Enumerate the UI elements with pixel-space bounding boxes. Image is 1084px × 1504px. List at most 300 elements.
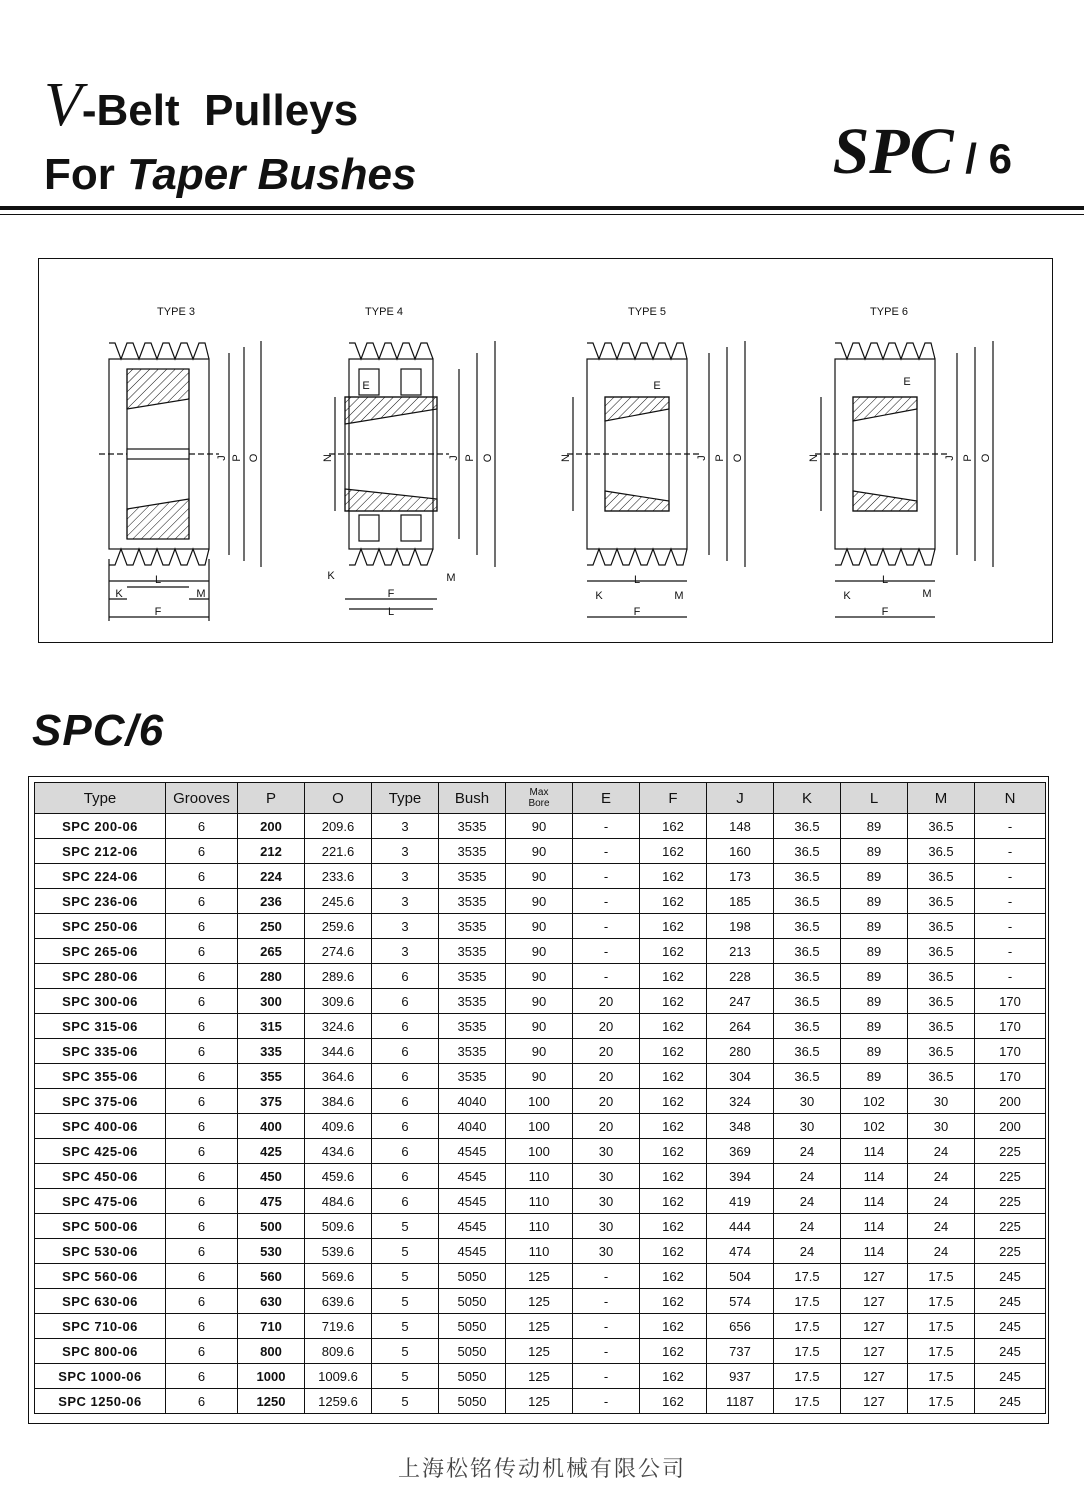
table-cell: 3	[372, 914, 439, 939]
table-cell: 24	[908, 1164, 975, 1189]
table-cell: 125	[506, 1389, 573, 1414]
table-cell: 6	[166, 1214, 238, 1239]
table-cell: SPC 1250-06	[35, 1389, 166, 1414]
table-cell: 114	[841, 1164, 908, 1189]
table-cell: 17.5	[908, 1264, 975, 1289]
svg-text:L: L	[387, 606, 395, 618]
svg-text:J: J	[448, 455, 460, 461]
table-cell: 474	[707, 1239, 774, 1264]
table-cell: 245	[975, 1389, 1046, 1414]
column-header: L	[841, 783, 908, 814]
table-cell: 89	[841, 864, 908, 889]
table-cell: -	[573, 864, 640, 889]
column-header: O	[305, 783, 372, 814]
table-row	[35, 914, 1046, 939]
table-cell: 5050	[439, 1364, 506, 1389]
table-cell: 509.6	[305, 1214, 372, 1239]
table-cell: SPC 315-06	[35, 1014, 166, 1039]
table-cell: 6	[166, 964, 238, 989]
table-cell: 162	[640, 964, 707, 989]
table-cell: 3	[372, 864, 439, 889]
table-cell: SPC 450-06	[35, 1164, 166, 1189]
table-row	[35, 1164, 1046, 1189]
table-cell: 4040	[439, 1089, 506, 1114]
table-cell: 36.5	[774, 964, 841, 989]
table-cell: SPC 265-06	[35, 939, 166, 964]
svg-text:F: F	[881, 606, 889, 618]
table-cell: 4040	[439, 1114, 506, 1139]
svg-text:K: K	[595, 590, 603, 602]
table-cell: -	[975, 889, 1046, 914]
table-cell: 1250	[238, 1389, 305, 1414]
table-cell: 36.5	[908, 989, 975, 1014]
table-cell: -	[573, 1339, 640, 1364]
table-cell: 36.5	[774, 814, 841, 839]
table-cell: 3535	[439, 889, 506, 914]
table-cell: -	[573, 1314, 640, 1339]
table-row	[35, 989, 1046, 1014]
table-cell: 245	[975, 1339, 1046, 1364]
table-cell: 20	[573, 1089, 640, 1114]
table-cell: 24	[908, 1239, 975, 1264]
table-cell: 100	[506, 1114, 573, 1139]
svg-text:N: N	[808, 454, 820, 462]
table-cell: 3535	[439, 914, 506, 939]
table-cell: 185	[707, 889, 774, 914]
table-cell: 213	[707, 939, 774, 964]
table-header-row	[35, 783, 1046, 814]
table-row	[35, 864, 1046, 889]
table-cell: 170	[975, 1014, 1046, 1039]
table-cell: 221.6	[305, 839, 372, 864]
table-cell: 384.6	[305, 1089, 372, 1114]
table-cell: 364.6	[305, 1064, 372, 1089]
column-header: Max Bore	[506, 783, 573, 814]
svg-text:K: K	[327, 570, 335, 582]
type-3-drawing	[99, 306, 261, 621]
svg-text:N: N	[322, 454, 334, 462]
table-cell: 24	[908, 1139, 975, 1164]
table-cell: 344.6	[305, 1039, 372, 1064]
table-cell: 4545	[439, 1189, 506, 1214]
table-cell: 245	[975, 1264, 1046, 1289]
table-cell: 90	[506, 914, 573, 939]
table-cell: 162	[640, 864, 707, 889]
table-cell: 280	[707, 1039, 774, 1064]
table-cell: SPC 630-06	[35, 1289, 166, 1314]
table-cell: 224	[238, 864, 305, 889]
table-cell: 114	[841, 1139, 908, 1164]
svg-text:O: O	[248, 453, 260, 463]
table-cell: 20	[573, 1064, 640, 1089]
table-row	[35, 839, 1046, 864]
table-cell: 400	[238, 1114, 305, 1139]
table-cell: 162	[640, 989, 707, 1014]
table-cell: 225	[975, 1239, 1046, 1264]
table-cell: 36.5	[774, 889, 841, 914]
table-cell: 6	[372, 1164, 439, 1189]
table-cell: 20	[573, 989, 640, 1014]
table-cell: 6	[166, 1064, 238, 1089]
table-cell: 127	[841, 1289, 908, 1314]
table-cell: 24	[774, 1214, 841, 1239]
table-cell: -	[573, 814, 640, 839]
table-cell: SPC 500-06	[35, 1214, 166, 1239]
column-header: Type	[372, 783, 439, 814]
table-cell: 148	[707, 814, 774, 839]
table-cell: 125	[506, 1339, 573, 1364]
table-cell: 264	[707, 1014, 774, 1039]
table-cell: 259.6	[305, 914, 372, 939]
table-cell: 5	[372, 1289, 439, 1314]
table-cell: 162	[640, 939, 707, 964]
header-rule-thin	[0, 214, 1084, 215]
table-cell: 36.5	[908, 1014, 975, 1039]
table-cell: 630	[238, 1289, 305, 1314]
table-cell: 173	[707, 864, 774, 889]
table-cell: 409.6	[305, 1114, 372, 1139]
table-cell: 6	[166, 889, 238, 914]
table-cell: 247	[707, 989, 774, 1014]
type-5-drawing	[560, 306, 745, 618]
table-cell: 6	[166, 1164, 238, 1189]
table-cell: 162	[640, 1339, 707, 1364]
table-cell: 200	[975, 1114, 1046, 1139]
table-cell: 3535	[439, 964, 506, 989]
table-cell: 100	[506, 1089, 573, 1114]
table-cell: -	[573, 939, 640, 964]
table-cell: 30	[908, 1114, 975, 1139]
table-cell: 6	[372, 1039, 439, 1064]
table-cell: 36.5	[908, 1039, 975, 1064]
table-cell: 162	[640, 1064, 707, 1089]
table-cell: 17.5	[908, 1314, 975, 1339]
svg-text:P: P	[231, 454, 243, 462]
table-cell: 36.5	[774, 1014, 841, 1039]
table-cell: 6	[166, 1289, 238, 1314]
type-4-drawing	[322, 306, 495, 618]
table-cell: SPC 280-06	[35, 964, 166, 989]
table-row	[35, 1314, 1046, 1339]
svg-text:L: L	[881, 574, 889, 586]
table-cell: 17.5	[774, 1364, 841, 1389]
table-cell: 125	[506, 1289, 573, 1314]
table-cell: 162	[640, 1014, 707, 1039]
table-cell: 36.5	[774, 914, 841, 939]
table-cell: 5050	[439, 1289, 506, 1314]
table-cell: 170	[975, 989, 1046, 1014]
table-cell: 36.5	[908, 964, 975, 989]
table-cell: 560	[238, 1264, 305, 1289]
svg-text:P: P	[962, 454, 974, 462]
table-cell: 89	[841, 989, 908, 1014]
table-cell: 30	[573, 1239, 640, 1264]
type-5-label: TYPE 5	[628, 306, 666, 318]
table-cell: 3535	[439, 814, 506, 839]
table-cell: SPC 212-06	[35, 839, 166, 864]
title-v-letter: V	[44, 71, 82, 139]
table-cell: 6	[166, 939, 238, 964]
table-cell: 162	[640, 1139, 707, 1164]
svg-text:E: E	[362, 380, 370, 392]
table-cell: 3535	[439, 839, 506, 864]
table-cell: -	[573, 914, 640, 939]
table-cell: 209.6	[305, 814, 372, 839]
svg-text:N: N	[560, 454, 572, 462]
svg-text:F: F	[633, 606, 641, 618]
svg-text:J: J	[696, 455, 708, 461]
table-cell: 6	[166, 989, 238, 1014]
type-3-label: TYPE 3	[157, 306, 195, 318]
table-row	[35, 1139, 1046, 1164]
title-for: For	[44, 150, 128, 199]
table-cell: 17.5	[774, 1264, 841, 1289]
table-row	[35, 1014, 1046, 1039]
spec-table	[34, 782, 1046, 1414]
table-cell: 737	[707, 1339, 774, 1364]
table-cell: 3535	[439, 939, 506, 964]
table-cell: 4545	[439, 1164, 506, 1189]
table-cell: 90	[506, 939, 573, 964]
table-cell: 419	[707, 1189, 774, 1214]
table-cell: 475	[238, 1189, 305, 1214]
table-cell: 3535	[439, 864, 506, 889]
table-cell: 6	[166, 1039, 238, 1064]
table-cell: 315	[238, 1014, 305, 1039]
table-cell: 245	[975, 1364, 1046, 1389]
table-cell: 20	[573, 1039, 640, 1064]
table-cell: 162	[640, 914, 707, 939]
svg-text:M: M	[196, 588, 206, 600]
table-cell: 5050	[439, 1389, 506, 1414]
table-row	[35, 814, 1046, 839]
table-cell: 36.5	[908, 814, 975, 839]
table-cell: 800	[238, 1339, 305, 1364]
table-cell: -	[975, 864, 1046, 889]
table-cell: 36.5	[774, 939, 841, 964]
table-cell: SPC 800-06	[35, 1339, 166, 1364]
table-cell: 24	[774, 1189, 841, 1214]
table-cell: 127	[841, 1389, 908, 1414]
pulley-diagram	[39, 259, 1052, 642]
type-4-label: TYPE 4	[365, 306, 403, 318]
table-cell: 4545	[439, 1139, 506, 1164]
table-row	[35, 1214, 1046, 1239]
table-cell: 3535	[439, 989, 506, 1014]
table-cell: 30	[573, 1164, 640, 1189]
table-cell: 89	[841, 889, 908, 914]
svg-text:P: P	[464, 454, 476, 462]
table-cell: 125	[506, 1264, 573, 1289]
table-cell: 36.5	[774, 864, 841, 889]
table-cell: 574	[707, 1289, 774, 1314]
table-cell: 233.6	[305, 864, 372, 889]
table-cell: 3	[372, 839, 439, 864]
table-cell: 17.5	[774, 1389, 841, 1414]
table-cell: 125	[506, 1364, 573, 1389]
table-cell: 102	[841, 1089, 908, 1114]
table-cell: 6	[166, 1139, 238, 1164]
table-cell: 569.6	[305, 1264, 372, 1289]
table-cell: 162	[640, 1164, 707, 1189]
table-row	[35, 1089, 1046, 1114]
table-cell: 89	[841, 939, 908, 964]
table-cell: 6	[166, 914, 238, 939]
table-row	[35, 1114, 1046, 1139]
table-cell: 24	[774, 1139, 841, 1164]
table-cell: SPC 560-06	[35, 1264, 166, 1289]
table-cell: 6	[166, 814, 238, 839]
table-cell: 110	[506, 1164, 573, 1189]
table-cell: 170	[975, 1064, 1046, 1089]
table-cell: 6	[372, 1139, 439, 1164]
table-cell: 3	[372, 939, 439, 964]
table-cell: 24	[908, 1214, 975, 1239]
pulley-diagram-panel	[38, 258, 1053, 643]
table-cell: 90	[506, 814, 573, 839]
table-cell: 6	[372, 1089, 439, 1114]
table-cell: 102	[841, 1114, 908, 1139]
table-cell: 110	[506, 1189, 573, 1214]
table-cell: 127	[841, 1264, 908, 1289]
svg-text:L: L	[154, 574, 162, 586]
table-cell: 90	[506, 1014, 573, 1039]
table-cell: SPC 375-06	[35, 1089, 166, 1114]
table-cell: 710	[238, 1314, 305, 1339]
table-cell: 24	[774, 1164, 841, 1189]
table-cell: 20	[573, 1014, 640, 1039]
table-cell: 162	[640, 1239, 707, 1264]
table-cell: 937	[707, 1364, 774, 1389]
svg-text:M: M	[446, 572, 456, 584]
table-cell: 162	[640, 1089, 707, 1114]
table-cell: 425	[238, 1139, 305, 1164]
table-cell: 245.6	[305, 889, 372, 914]
company-name: 上海松铭传动机械有限公司	[397, 1457, 686, 1482]
table-cell: 162	[640, 1114, 707, 1139]
table-cell: 162	[640, 889, 707, 914]
title-taper-bushes: Taper Bushes	[127, 150, 417, 199]
table-row	[35, 939, 1046, 964]
table-cell: 90	[506, 1064, 573, 1089]
table-cell: 3535	[439, 1039, 506, 1064]
table-cell: 170	[975, 1039, 1046, 1064]
table-cell: 5050	[439, 1339, 506, 1364]
table-cell: 6	[166, 864, 238, 889]
table-cell: 450	[238, 1164, 305, 1189]
table-cell: 90	[506, 889, 573, 914]
table-cell: 225	[975, 1214, 1046, 1239]
table-cell: SPC 200-06	[35, 814, 166, 839]
table-cell: 809.6	[305, 1339, 372, 1364]
table-row	[35, 1039, 1046, 1064]
table-cell: 3	[372, 814, 439, 839]
svg-text:M: M	[922, 588, 932, 600]
title-line-2	[44, 148, 416, 202]
svg-text:E: E	[653, 380, 661, 392]
table-cell: 1187	[707, 1389, 774, 1414]
table-cell: 5	[372, 1264, 439, 1289]
table-cell: 125	[506, 1314, 573, 1339]
table-cell: 110	[506, 1239, 573, 1264]
table-cell: 90	[506, 989, 573, 1014]
table-cell: 30	[573, 1214, 640, 1239]
column-header: Bush	[439, 783, 506, 814]
table-cell: -	[975, 914, 1046, 939]
table-cell: 656	[707, 1314, 774, 1339]
table-cell: 335	[238, 1039, 305, 1064]
table-cell: 30	[774, 1089, 841, 1114]
table-cell: 236	[238, 889, 305, 914]
table-cell: 504	[707, 1264, 774, 1289]
table-cell: 89	[841, 1064, 908, 1089]
table-cell: 3535	[439, 1014, 506, 1039]
table-cell: 6	[372, 1189, 439, 1214]
table-cell: 110	[506, 1214, 573, 1239]
table-cell: 250	[238, 914, 305, 939]
table-cell: 4545	[439, 1214, 506, 1239]
table-cell: SPC 300-06	[35, 989, 166, 1014]
svg-text:O: O	[980, 453, 992, 463]
table-cell: 6	[372, 964, 439, 989]
table-cell: 6	[166, 1364, 238, 1389]
table-cell: 162	[640, 1364, 707, 1389]
table-cell: 274.6	[305, 939, 372, 964]
table-cell: 5	[372, 1314, 439, 1339]
type-6-drawing	[808, 306, 993, 618]
table-cell: 20	[573, 1114, 640, 1139]
table-cell: 200	[238, 814, 305, 839]
table-cell: 162	[640, 814, 707, 839]
table-cell: 200	[975, 1089, 1046, 1114]
table-cell: 90	[506, 839, 573, 864]
table-cell: -	[975, 839, 1046, 864]
page-header	[44, 71, 417, 202]
table-cell: -	[573, 964, 640, 989]
table-cell: 36.5	[908, 839, 975, 864]
svg-text:F: F	[387, 588, 395, 600]
table-cell: 6	[166, 1264, 238, 1289]
column-header: F	[640, 783, 707, 814]
table-cell: 265	[238, 939, 305, 964]
svg-text:F: F	[154, 606, 162, 618]
svg-text:K: K	[843, 590, 851, 602]
table-cell: 127	[841, 1314, 908, 1339]
table-cell: 162	[640, 1289, 707, 1314]
table-cell: 6	[166, 1314, 238, 1339]
table-row	[35, 889, 1046, 914]
table-cell: 17.5	[908, 1339, 975, 1364]
table-cell: 375	[238, 1089, 305, 1114]
table-cell: 89	[841, 964, 908, 989]
table-cell: 6	[166, 1339, 238, 1364]
table-cell: 459.6	[305, 1164, 372, 1189]
table-row	[35, 1189, 1046, 1214]
table-cell: 6	[372, 1014, 439, 1039]
title-belt-pulleys: -Belt Pulleys	[81, 86, 359, 135]
table-cell: 228	[707, 964, 774, 989]
table-cell: SPC 530-06	[35, 1239, 166, 1264]
table-cell: SPC 475-06	[35, 1189, 166, 1214]
table-cell: 245	[975, 1289, 1046, 1314]
table-body	[35, 814, 1046, 1414]
table-cell: 289.6	[305, 964, 372, 989]
table-cell: 17.5	[774, 1339, 841, 1364]
table-cell: 100	[506, 1139, 573, 1164]
svg-text:M: M	[674, 590, 684, 602]
table-cell: SPC 1000-06	[35, 1364, 166, 1389]
table-cell: 17.5	[908, 1289, 975, 1314]
